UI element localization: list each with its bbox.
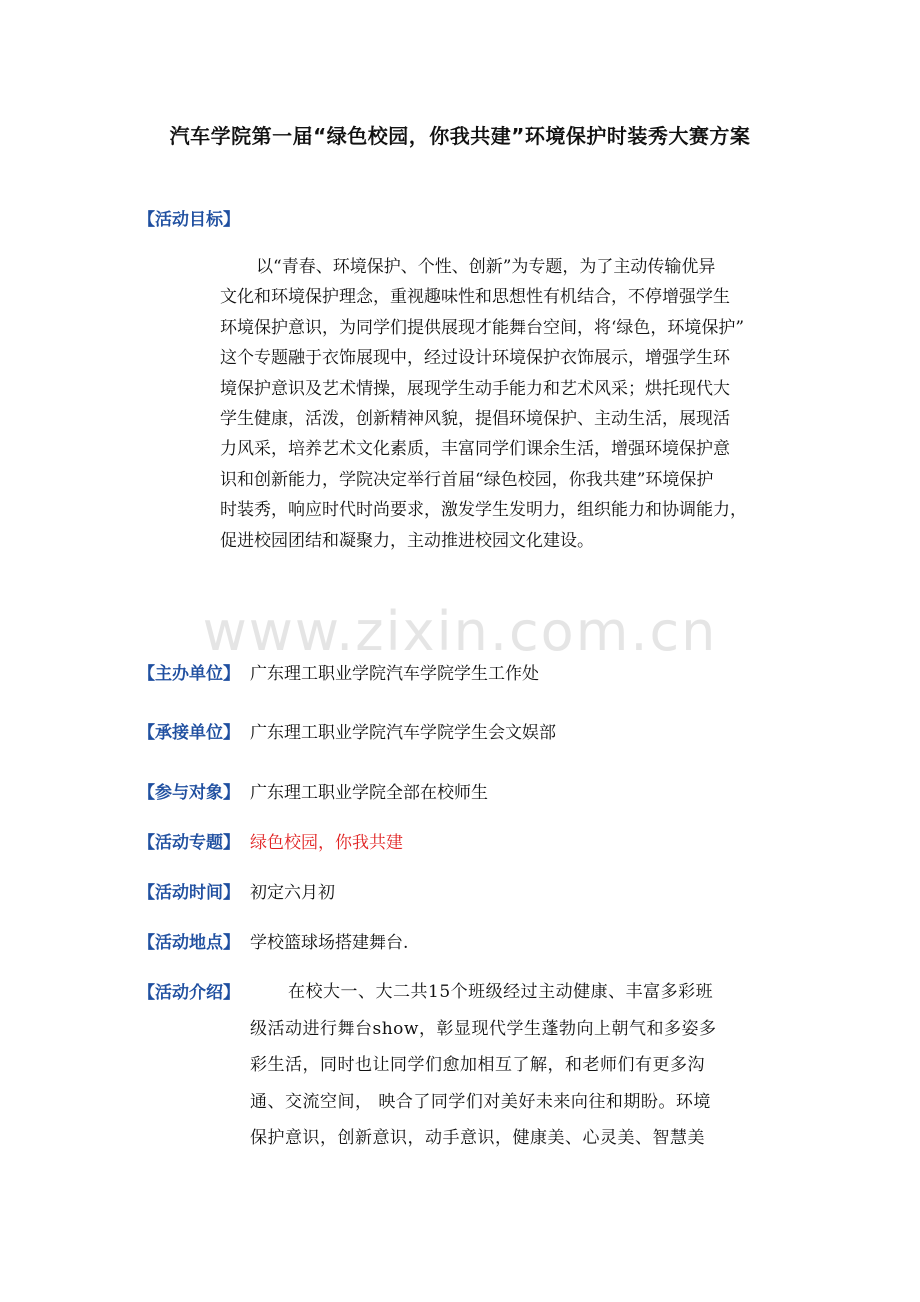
intro-line: 级活动进行舞台show，彰显现代学生蓬勃向上朝气和多姿多 bbox=[250, 1018, 717, 1039]
goal-line: 环境保护意识，为同学们提供展现才能舞台空间，将‘绿色，环境保护” bbox=[220, 317, 745, 338]
time-value: 初定六月初 bbox=[250, 883, 335, 903]
watermark: www.zixin.com.cn bbox=[202, 600, 718, 663]
time-label: 【活动时间】 bbox=[138, 883, 240, 903]
intro-line: 通、交流空间， 映合了同学们对美好未来向往和期盼。环境 bbox=[250, 1091, 711, 1112]
intro-line: 在校大一、大二共15个班级经过主动健康、丰富多彩班 bbox=[288, 982, 714, 1002]
participants-label: 【参与对象】 bbox=[138, 783, 240, 803]
goal-line: 时装秀，响应时代时尚要求，激发学生发明力，组织能力和协调能力， bbox=[220, 500, 747, 521]
theme-label: 【活动专题】 bbox=[138, 833, 240, 853]
organizer-value: 广东理工职业学院汽车学院学生会文娱部 bbox=[250, 723, 556, 743]
theme-value: 绿色校园，你我共建 bbox=[250, 833, 403, 853]
organizer-label: 【承接单位】 bbox=[138, 723, 240, 743]
goal-line: 这个专题融于衣饰展现中，经过设计环境保护衣饰展示，增强学生环 bbox=[220, 348, 730, 369]
place-value: 学校篮球场搭建舞台. bbox=[250, 933, 409, 953]
participants-value: 广东理工职业学院全部在校师生 bbox=[250, 783, 488, 803]
document-title: 汽车学院第一届“绿色校园，你我共建”环境保护时装秀大赛方案 bbox=[169, 124, 751, 148]
goal-line: 学生健康，活泼，创新精神风貌，提倡环境保护、主动生活，展现活 bbox=[220, 409, 730, 430]
goal-line: 力风采，培养艺术文化素质，丰富同学们课余生活，增强环境保护意 bbox=[220, 439, 730, 460]
host-value: 广东理工职业学院汽车学院学生工作处 bbox=[250, 664, 539, 684]
goal-line: 境保护意识及艺术情操，展现学生动手能力和艺术风采；烘托现代大 bbox=[220, 378, 730, 399]
intro-paragraph bbox=[250, 974, 786, 1157]
host-label: 【主办单位】 bbox=[138, 664, 240, 684]
intro-line: 保护意识，创新意识，动手意识，健康美、心灵美、智慧美 bbox=[250, 1128, 705, 1149]
place-label: 【活动地点】 bbox=[138, 933, 240, 953]
goal-line: 以“青春、环境保护、个性、创新”为专题，为了主动传输优异 bbox=[256, 257, 716, 277]
goal-line: 识和创新能力，学院决定举行首届“绿色校园，你我共建”环境保护 bbox=[220, 469, 714, 490]
goal-line: 促进校园团结和凝聚力，主动推进校园文化建设。 bbox=[220, 530, 594, 551]
intro-label: 【活动介绍】 bbox=[138, 983, 240, 1003]
goal-paragraph bbox=[220, 252, 782, 556]
goal-label: 【活动目标】 bbox=[138, 210, 240, 230]
intro-line: 彩生活，同时也让同学们愈加相互了解，和老师们有更多沟 bbox=[250, 1055, 705, 1076]
goal-line: 文化和环境保护理念，重视趣味性和思想性有机结合，不停增强学生 bbox=[220, 287, 730, 308]
